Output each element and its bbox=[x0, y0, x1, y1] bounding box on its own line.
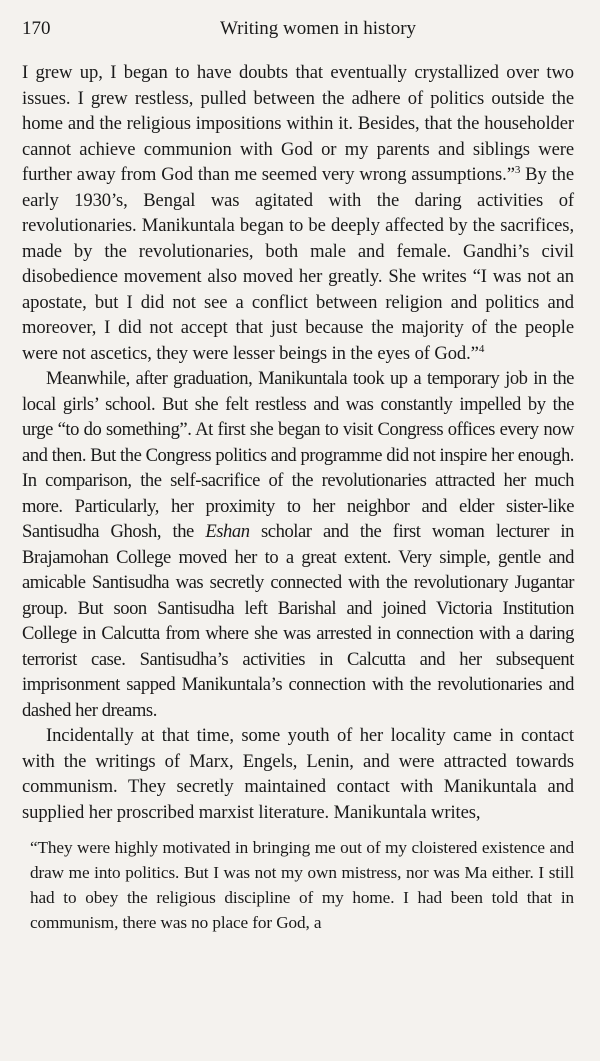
block-quote: “They were highly motivated in bringing me out of my cloistered existence and draw me into politics. But I was not my own mistress, nor was Ma either. I still had to obey the religious discipline of my home. I had been told that in communism, there was no place for God, a bbox=[30, 838, 574, 932]
page-header bbox=[22, 0, 574, 50]
footnote-ref-4: 4 bbox=[478, 342, 485, 355]
paragraph-1-text-a: I grew up, I began to have doubts that eventually crystallized over two issues. I grew restless, pulled between the adhere of politics outside the home and the religious impositions within it. Besides, that the householder cannot achieve communion with God or my parents and siblings were further away from God than me seemed very wrong assumptions.” bbox=[22, 62, 574, 185]
paragraph-2-text-a: Meanwhile, after graduation, Manikuntala took up a temporary job in the local girls’ school. But she felt restless and was constantly impelled by the urge “to do something”. At first she began to visit Congress offices every now and then. But the Congress politics and programme did not inspire her enough. In comparison, the self-sacrifice of the revolutionaries attracted her much more. Particularly, her proximity to her neighbor and elder sister-like Santisudha Ghosh, the bbox=[22, 368, 574, 542]
footnote-ref-3: 3 bbox=[514, 163, 521, 176]
paragraph-1 bbox=[22, 60, 574, 366]
paragraph-2-italic: Eshan bbox=[205, 521, 250, 542]
paragraph-1-text-b: By the early 1930’s, Bengal was agitated with the daring activities of revolutionaries. Manikuntala began to be deeply affected by the sacrifices, made by the revolutionaries, both male and female. Gandhi’s civil disobedience movement also moved her greatly. She writes “I was not an apostate, but I did not see a conflict between religion and politics and moreover, I did not accept that just because the majority of the people were not ascetics, they were lesser beings in the eyes of God.” bbox=[22, 164, 574, 364]
body-text bbox=[22, 60, 574, 935]
paragraph-2 bbox=[22, 366, 574, 723]
page-number: 170 bbox=[22, 18, 51, 39]
paragraph-3: Incidentally at that time, some youth of her locality came in contact with the writings of Marx, Engels, Lenin, and were attracted towards communism. They secretly maintained contact with Manikuntala and supplied her proscribed marxist literature. Manikuntala writes, bbox=[22, 725, 574, 823]
running-head: Writing women in history bbox=[219, 18, 417, 39]
paragraph-2-text-b: scholar and the first woman lecturer in Brajamohan College moved her to a great extent. Very simple, gentle and amicable Santisudha was secretly connected with the revolutionary Jugantar group. But soon Santisudha left Barishal and joined Victoria Institution College in Calcutta from where she was arrested in connection with a daring terrorist case. Santisudha’s activities in Calcutta and her subsequent imprisonment sapped Manikuntala’s connection with the revolutionaries and dashed her dreams. bbox=[22, 521, 574, 721]
